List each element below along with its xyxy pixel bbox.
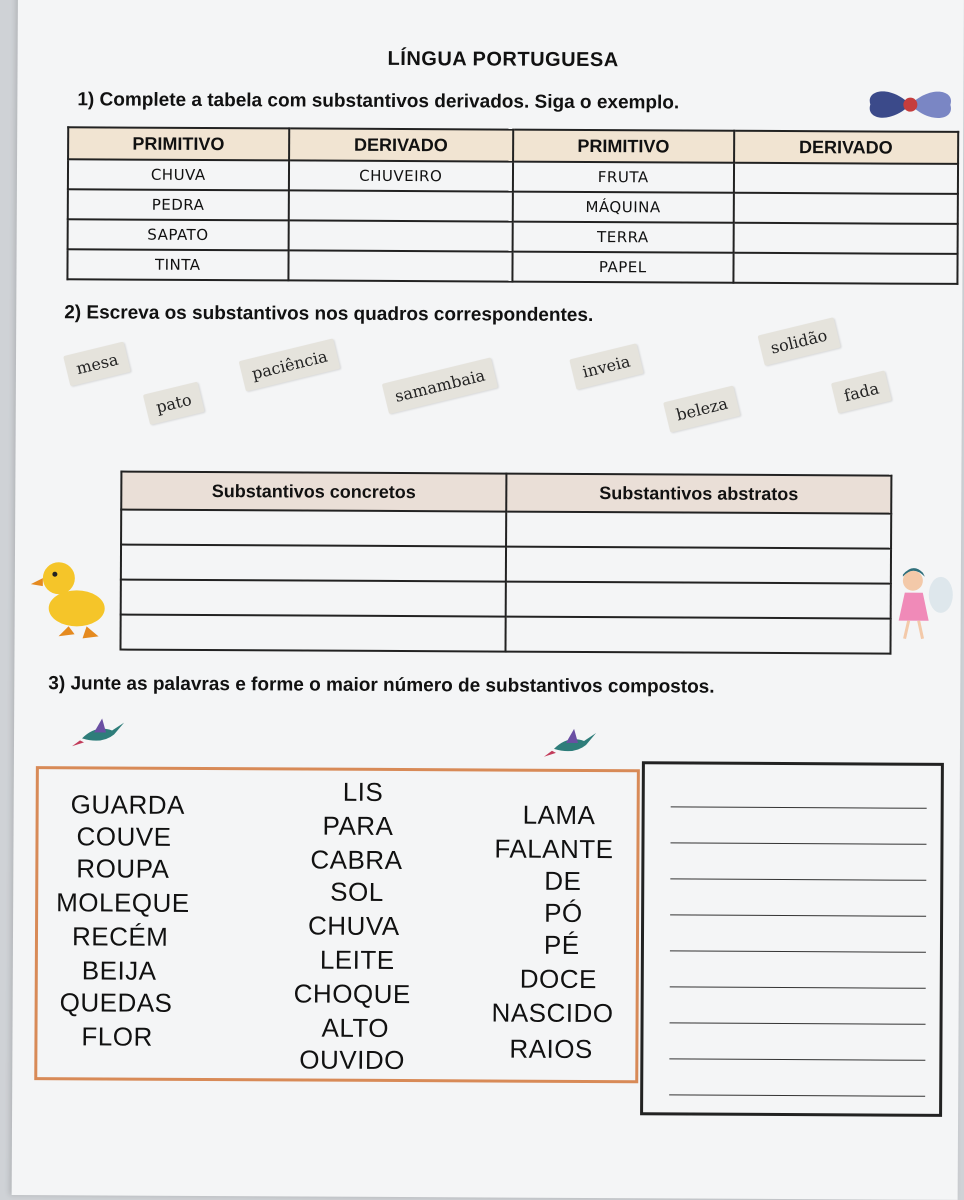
question-3-text-end: .: [709, 676, 715, 698]
table-row: [68, 219, 958, 254]
header-primitivo-1: PRIMITIVO: [68, 127, 289, 160]
answer-cell[interactable]: [121, 580, 506, 617]
header-abstratos: Substantivos abstratos: [506, 474, 891, 514]
header-concretos: Substantivos concretos: [121, 472, 506, 512]
word-leite: LEITE: [319, 944, 395, 975]
word-ouvido: OUVIDO: [299, 1044, 406, 1076]
answer-line[interactable]: [670, 914, 926, 916]
answer-cell[interactable]: [733, 193, 958, 224]
word-card-inveia: inveia: [569, 343, 643, 389]
word-roupa: ROUPA: [76, 853, 170, 884]
word-couve: COUVE: [76, 821, 172, 852]
table-row: [68, 159, 958, 194]
word-beija: BEIJA: [81, 955, 157, 986]
answer-line[interactable]: [669, 1094, 925, 1096]
answer-line[interactable]: [669, 1058, 925, 1060]
hair-bow-icon: [855, 84, 964, 125]
table-row: [67, 249, 957, 284]
answer-cell[interactable]: [506, 512, 891, 549]
word-guarda: GUARDA: [70, 789, 186, 820]
answer-line[interactable]: [670, 878, 926, 880]
header-derivado-1: DERIVADO: [289, 128, 514, 161]
answer-line[interactable]: [670, 986, 926, 988]
table-row: [121, 545, 891, 584]
answer-cell[interactable]: [121, 510, 506, 547]
fairy-icon: [883, 565, 955, 645]
word-choque: CHOQUE: [293, 978, 411, 1010]
duck-icon: [29, 548, 111, 640]
answer-cell[interactable]: [506, 582, 891, 619]
question-2-text: 2) Escreva os substantivos nos quadros correspondentes.: [64, 302, 594, 327]
word-pe: PÉ: [543, 929, 580, 960]
answer-line[interactable]: [671, 806, 927, 808]
word-po: PÓ: [544, 897, 583, 928]
table-cell: CHUVEIRO: [288, 160, 513, 191]
word-para: PARA: [322, 810, 394, 841]
answer-cell[interactable]: [505, 617, 890, 654]
word-doce: DOCE: [519, 963, 597, 995]
answer-cell[interactable]: [506, 547, 891, 584]
word-moleque: MOLEQUE: [56, 887, 190, 918]
word-sol: SOL: [330, 876, 384, 907]
table-cell: CHUVA: [68, 159, 289, 190]
word-lama: LAMA: [522, 799, 596, 831]
word-card-samambaia: samambaia: [382, 357, 498, 414]
table-cell: PEDRA: [68, 189, 289, 220]
question-3-text: [48, 673, 714, 698]
table-header-row: [68, 127, 958, 164]
answer-cell[interactable]: [733, 253, 958, 284]
table-row: [68, 189, 958, 224]
answer-cell[interactable]: [733, 223, 958, 254]
question-1-text: 1) Complete a tabela com substantivos derivados. Siga o exemplo.: [77, 89, 680, 114]
word-falante: FALANTE: [494, 833, 614, 865]
word-flor: FLOR: [81, 1021, 153, 1052]
worksheet-page: [12, 0, 964, 1200]
hummingbird-icon: [544, 725, 604, 765]
table-header-row: [121, 472, 891, 514]
word-card-fada: fada: [831, 370, 892, 413]
table-cell: MÁQUINA: [513, 192, 734, 223]
word-card-pato: pato: [143, 382, 205, 425]
table-row: [120, 615, 890, 654]
word-recem: RECÉM: [71, 921, 169, 952]
page-title: LÍNGUA PORTUGUESA: [387, 47, 619, 72]
answer-cell[interactable]: [120, 615, 505, 652]
word-lis: LIS: [342, 776, 384, 807]
word-alto: ALTO: [321, 1012, 390, 1043]
header-primitivo-2: PRIMITIVO: [513, 130, 734, 163]
table-cell: FRUTA: [513, 162, 734, 193]
answer-cell[interactable]: [121, 545, 506, 582]
word-chuva: CHUVA: [307, 910, 400, 942]
header-derivado-2: DERIVADO: [734, 131, 959, 164]
word-raios: RAIOS: [509, 1033, 593, 1065]
table-cell: SAPATO: [68, 219, 289, 250]
table-row: [121, 580, 891, 619]
word-card-paciencia: paciência: [239, 338, 341, 391]
answer-cell[interactable]: [288, 220, 513, 251]
answer-line[interactable]: [670, 842, 926, 844]
word-nascido: NASCIDO: [491, 997, 614, 1029]
table-cell: TERRA: [513, 222, 734, 253]
word-bank-box: [34, 766, 640, 1083]
question-3-text-bold: substantivos compostos: [485, 675, 710, 698]
table-cell: PAPEL: [512, 252, 733, 283]
question-3-text-plain: 3) Junte as palavras e forme o maior número de: [48, 673, 486, 697]
word-card-solidao: solidão: [758, 317, 841, 365]
word-de: DE: [544, 865, 582, 896]
word-card-beleza: beleza: [663, 385, 741, 432]
concrete-abstract-table: [119, 471, 892, 655]
word-card-mesa: mesa: [63, 341, 131, 386]
answer-cell[interactable]: [288, 250, 513, 281]
compound-answers-box: [640, 761, 944, 1117]
answer-line[interactable]: [670, 1022, 926, 1024]
answer-cell[interactable]: [733, 163, 958, 194]
word-cabra: CABRA: [310, 844, 403, 876]
derived-nouns-table: [66, 126, 959, 285]
word-quedas: QUEDAS: [59, 987, 173, 1018]
answer-cell[interactable]: [288, 190, 513, 221]
table-cell: TINTA: [67, 249, 288, 280]
answer-line[interactable]: [670, 950, 926, 952]
table-row: [121, 510, 891, 549]
hummingbird-icon: [72, 714, 132, 754]
